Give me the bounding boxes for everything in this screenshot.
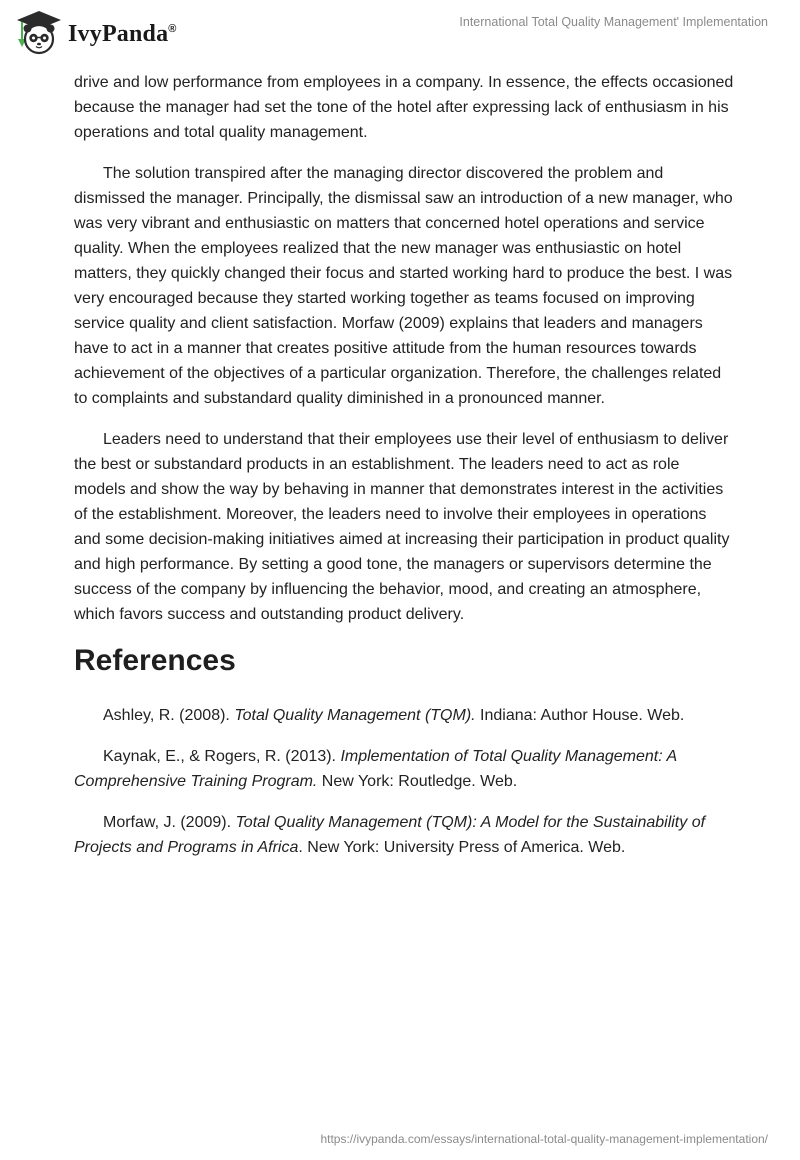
registered-mark: ® bbox=[168, 22, 177, 35]
panda-graduate-icon bbox=[14, 9, 64, 55]
reference-item bbox=[74, 810, 734, 860]
reference-title: Implementation of Total Quality Management: A Comprehensive Training Program. bbox=[74, 748, 677, 790]
paragraph: The solution transpired after the managing director discovered the problem and dismissed the manager. Principally, the dismissal saw an introduction of a new manager, who was very vibrant and enthusiastic on matters that concerned hotel operations and service quality. When the employees realized that the new manager was enthusiastic on hotel matters, they quickly changed their focus and started working hard to produce the best. I was very encouraged because they started working together as teams focused on improving service quality and client satisfaction. Morfaw (2009) explains that leaders and managers have to act in a manner that creates positive attitude from the human resources towards achievement of the objectives of a particular organization. Therefore, the challenges related to complaints and substandard quality diminished in a pronounced manner. bbox=[74, 165, 733, 407]
reference-publisher: Indiana: Author House. Web. bbox=[475, 707, 685, 724]
source-url-link[interactable]: https://ivypanda.com/essays/international-total-quality-management-implementation/ bbox=[320, 1132, 768, 1146]
reference-title: Total Quality Management (TQM). bbox=[234, 707, 476, 724]
ivypanda-logo[interactable] bbox=[14, 8, 177, 56]
reference-authors: Ashley, R. (2008). bbox=[103, 707, 235, 724]
reference-authors: Kaynak, E., & Rogers, R. (2013). bbox=[103, 748, 341, 765]
reference-item bbox=[74, 744, 734, 794]
reference-item bbox=[74, 703, 734, 728]
document-title: International Total Quality Management' Implementation bbox=[459, 15, 768, 29]
paragraph: Leaders need to understand that their employees use their level of enthusiasm to deliver the best or substandard products in an establishment. The leaders need to act as role models and show the way by behaving in manner that demonstrates interest in the activities of the establishment. Moreover, the leaders need to involve their employees in operations and some decision-making initiatives aimed at increasing their participation in product quality and high performance. By setting a good tone, the managers or supervisors determine the success of the company by influencing the behavior, mood, and creating an atmosphere, which favors success and outstanding product delivery. bbox=[74, 431, 730, 623]
references-heading: References bbox=[74, 644, 236, 677]
brand-name: IvyPanda® bbox=[68, 20, 177, 47]
paragraph: drive and low performance from employees in a company. In essence, the effects occasioned because the manager had set the tone of the hotel after expressing lack of enthusiasm in his operations and total quality management. bbox=[74, 74, 734, 141]
essay-body bbox=[74, 70, 734, 876]
reference-publisher: New York: Routledge. Web. bbox=[317, 773, 518, 790]
reference-authors: Morfaw, J. (2009). bbox=[103, 814, 236, 831]
reference-publisher: . New York: University Press of America. Web. bbox=[298, 839, 626, 856]
reference-title: Total Quality Management (TQM): A Model for the Sustainability of Projects and Programs in Africa bbox=[74, 814, 706, 856]
